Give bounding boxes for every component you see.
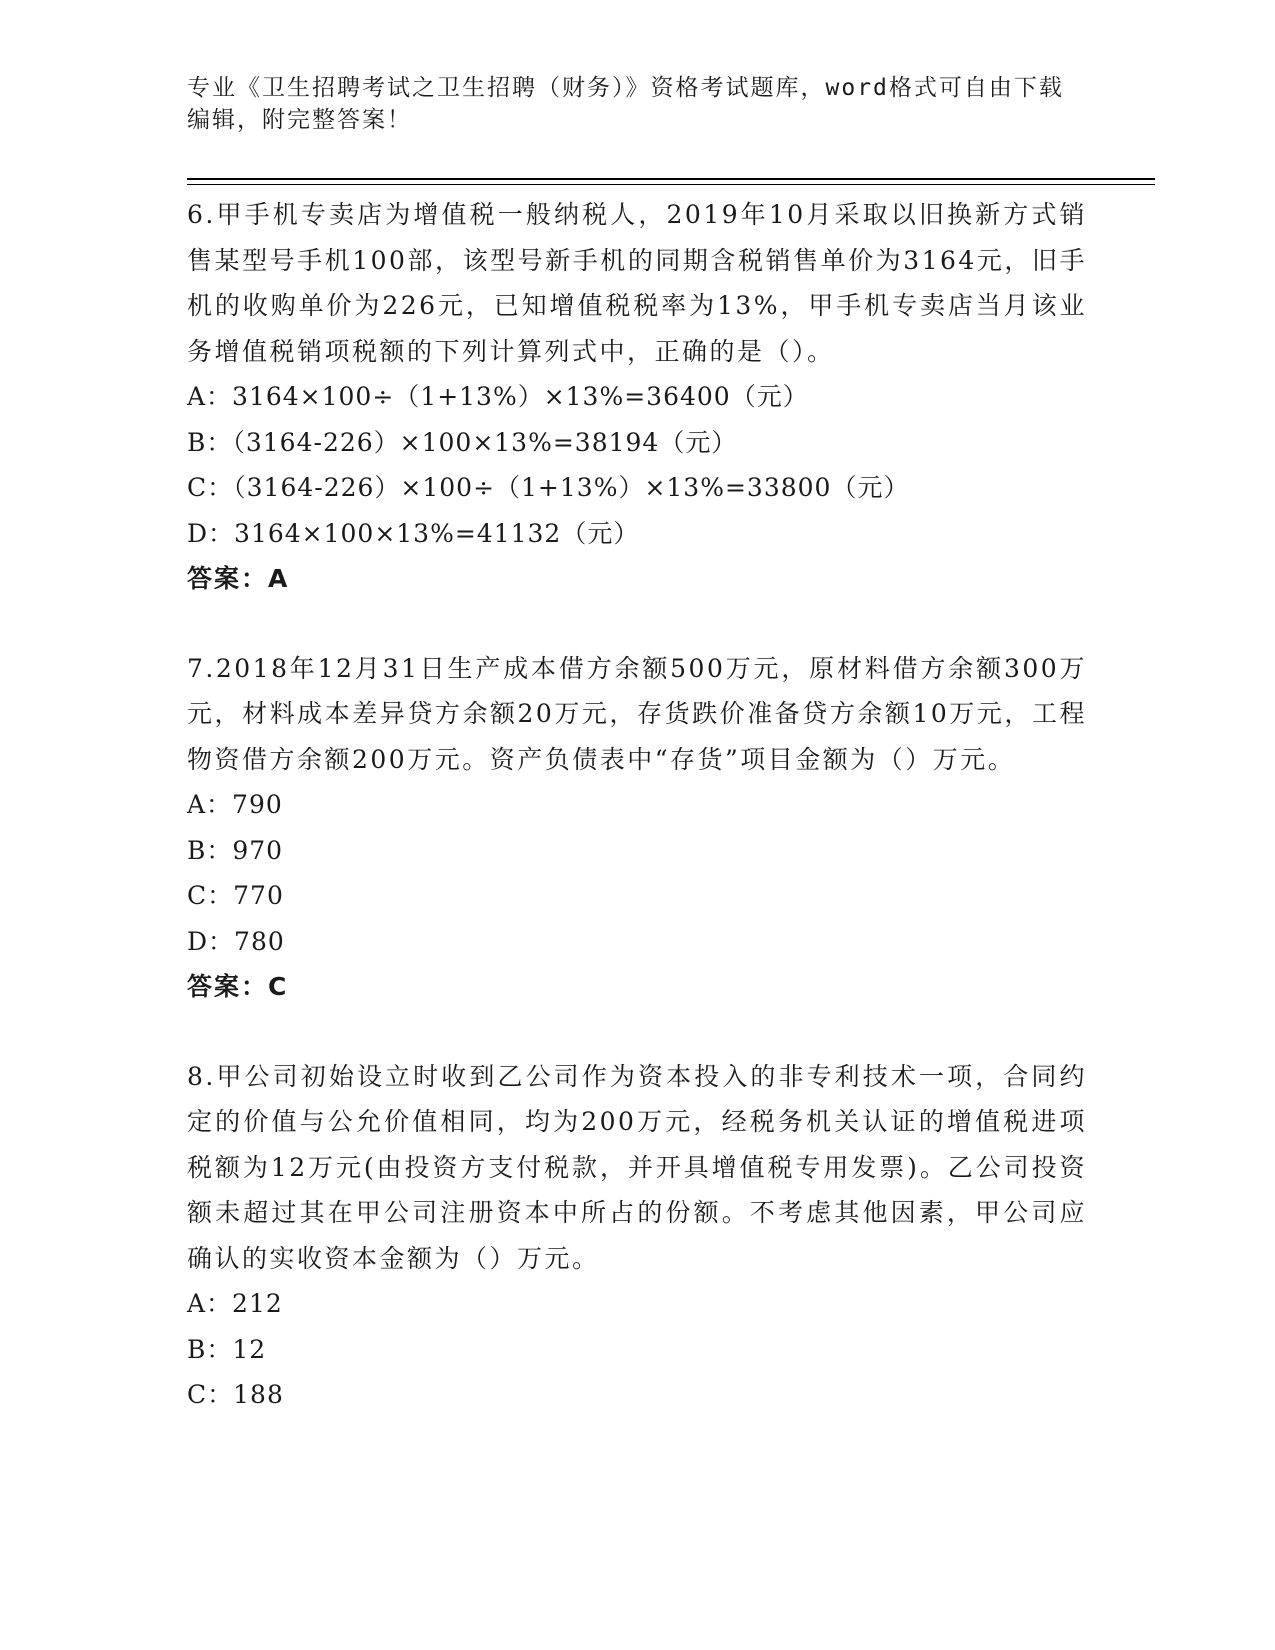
question-7: [187, 646, 1087, 1010]
document-header: [187, 72, 1087, 136]
question-8: [187, 1054, 1087, 1418]
question-stem: 6.甲手机专卖店为增值税一般纳税人，2019年10月采取以旧换新方式销售某型号手机100部，该型号新手机的同期含税销售单价为3164元，旧手机的收购单价为226元，已知增值税税率为13%，甲手机专卖店当月该业务增值税销项税额的下列计算列式中，正确的是（）。: [187, 200, 1087, 366]
option-d: D：3164×100×13%=41132（元）: [187, 518, 640, 548]
option-c: C：（3164-226）×100÷（1+13%）×13%=33800（元）: [187, 473, 910, 502]
option-a: A：3164×100÷（1+13%）×13%=36400（元）: [187, 382, 809, 411]
option-c: C：188: [187, 1380, 284, 1409]
option-a: A：212: [187, 1289, 283, 1318]
option-a: A：790: [187, 790, 283, 819]
option-c: C：770: [187, 881, 284, 910]
header-rule-thin: [187, 184, 1155, 185]
option-b: B：12: [187, 1334, 267, 1364]
question-stem: 7.2018年12月31日生产成本借方余额500万元，原材料借方余额300万元，材料成本差异贷方余额20万元，存货跌价准备贷方余额10万元，工程物资借方余额200万元。资产负债表中“存货”项目金额为（）万元。: [187, 653, 1087, 774]
option-d: D：780: [187, 926, 285, 956]
option-b: B：970: [187, 835, 284, 865]
answer-line: 答案：C: [187, 972, 289, 1001]
header-line-1: 专业《卫生招聘考试之卫生招聘（财务）》资格考试题库，word格式可自由下载: [187, 75, 1064, 101]
header-rule-thick: [187, 178, 1155, 180]
question-list: [187, 192, 1087, 1462]
question-6: [187, 192, 1087, 602]
header-line-2: 编辑，附完整答案！: [187, 107, 412, 133]
answer-line: 答案：A: [187, 564, 290, 593]
option-b: B：（3164-226）×100×13%=38194（元）: [187, 427, 738, 457]
question-stem: 8.甲公司初始设立时收到乙公司作为资本投入的非专利技术一项，合同约定的价值与公允价值相同，均为200万元，经税务机关认证的增值税进项税额为12万元(由投资方支付税款，并开具增值税专用发票)。乙公司投资额未超过其在甲公司注册资本中所占的份额。不考虑其他因素，甲公司应确认的实收资本金额为（）万元。: [187, 1061, 1087, 1273]
